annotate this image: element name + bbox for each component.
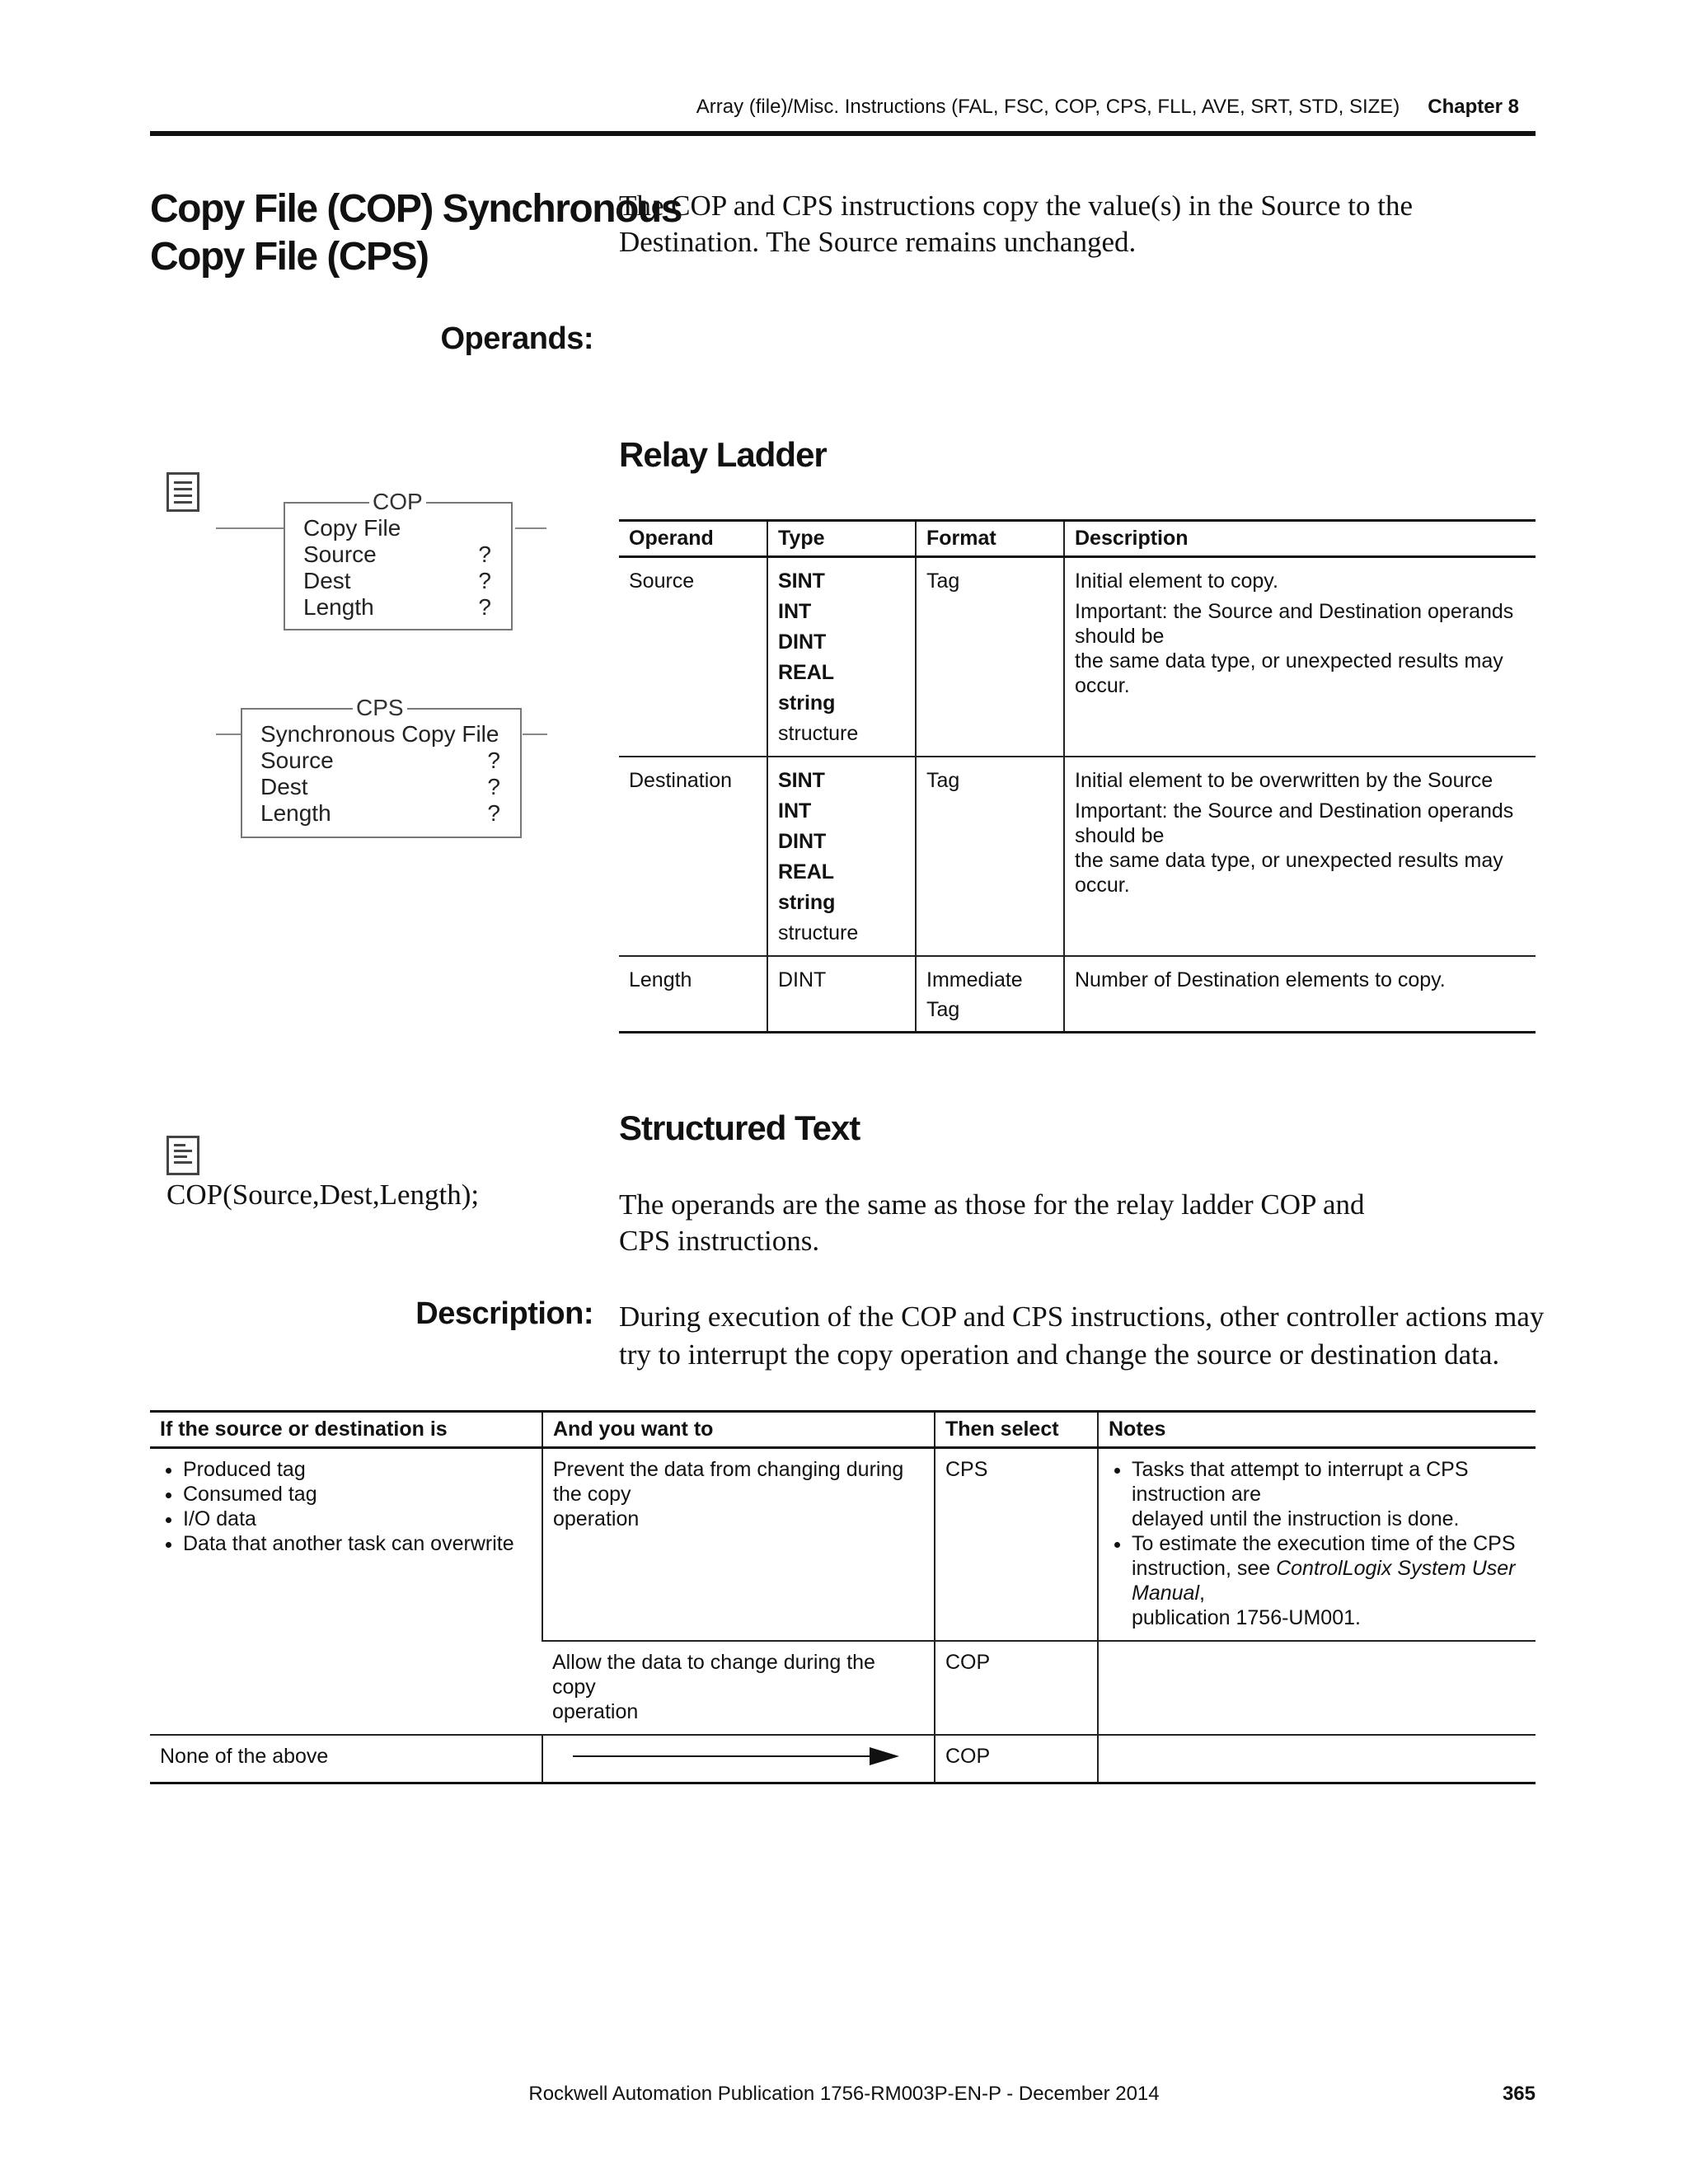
table-row	[619, 757, 1536, 956]
cop-row-source: Source ?	[303, 541, 491, 567]
source-types-list	[160, 1457, 532, 1556]
notes-cell	[1098, 1735, 1536, 1783]
col-source-or-destination: If the source or destination is	[150, 1412, 542, 1448]
cop-rung-left	[216, 527, 284, 529]
structured-text-heading: Structured Text	[619, 1108, 860, 1147]
running-title: Array (file)/Misc. Instructions (FAL, FSC, COP, CPS, FLL, AVE, SRT, STD, SIZE)	[696, 96, 1400, 118]
cop-row-length: Length ?	[303, 594, 491, 620]
description-heading: Description:	[415, 1296, 593, 1331]
col-notes: Notes	[1098, 1412, 1536, 1448]
ladder-document-icon	[166, 472, 199, 512]
select-cell: COP	[935, 1641, 1098, 1735]
format-cell: Tag	[916, 557, 1064, 757]
type-cell: SINT INT DINT REAL string structure	[767, 557, 916, 757]
list-item: • Consumed tag	[183, 1482, 532, 1507]
cps-row-dest: Dest ?	[260, 774, 500, 799]
cps-row-length: Length ?	[260, 800, 500, 826]
table-row	[619, 557, 1536, 757]
cps-block-label: CPS	[353, 695, 407, 721]
col-type: Type	[767, 521, 916, 557]
intro-line2: Destination. The Source remains unchanged.	[619, 226, 1137, 258]
want-cell: Allow the data to change during the copy operation	[542, 1641, 935, 1735]
intro-line1: The COP and CPS instructions copy the value(s) in the Source to the	[619, 190, 1414, 222]
source-types-cell: None of the above	[150, 1735, 542, 1783]
operand-cell: Length	[619, 956, 767, 1033]
list-item: • To estimate the execution time of the CPS instruction, see ControlLogix System User Manual, publication 1756-UM001.	[1132, 1531, 1526, 1630]
structured-text-code: COP(Source,Dest,Length);	[166, 1179, 480, 1211]
description-cell: Number of Destination elements to copy.	[1064, 956, 1536, 1033]
table-row	[619, 956, 1536, 1033]
cps-instruction-block	[241, 695, 522, 838]
col-format: Format	[916, 521, 1064, 557]
type-cell: SINT INT DINT REAL string structure	[767, 757, 916, 956]
cop-row-dest: Dest ?	[303, 568, 491, 593]
cop-row-title: Copy File	[303, 515, 401, 541]
operand-cell: Source	[619, 557, 767, 757]
section-title-line1: Copy File (COP) Synchronous	[150, 187, 682, 231]
section-title-line2: Copy File (CPS)	[150, 235, 429, 279]
source-types-cell	[150, 1448, 542, 1736]
cps-rung-left	[216, 733, 241, 735]
list-item: • I/O data	[183, 1507, 532, 1531]
table-row	[150, 1735, 1536, 1783]
col-operand: Operand	[619, 521, 767, 557]
notes-cell	[1098, 1641, 1536, 1735]
arrow-cell	[542, 1735, 935, 1783]
list-item: • Data that another task can overwrite	[183, 1531, 532, 1556]
running-header	[696, 96, 1519, 119]
header-rule	[150, 131, 1536, 136]
col-then-select: Then select	[935, 1412, 1098, 1448]
manual-title: ControlLogix System User Manual	[1132, 1557, 1516, 1605]
type-cell: DINT	[767, 956, 916, 1033]
description-cell: Initial element to be overwritten by the Source Important: the Source and Destination operands should be the same data type, or unexpected results may occur.	[1064, 757, 1536, 956]
select-cell: CPS	[935, 1448, 1098, 1642]
description-paragraph: During execution of the COP and CPS instructions, other controller actions may try to interrupt the copy operation and change the source or destination data.	[619, 1301, 1545, 1371]
operands-heading: Operands:	[440, 321, 593, 356]
cps-row-source: Source ?	[260, 748, 500, 773]
section-title	[150, 185, 682, 281]
cop-block-label: COP	[369, 489, 426, 515]
col-description: Description	[1064, 521, 1536, 557]
format-cell: Immediate Tag	[916, 956, 1064, 1033]
operand-cell: Destination	[619, 757, 767, 956]
intro-paragraph	[619, 188, 1526, 260]
table-row	[150, 1448, 1536, 1642]
col-want-to: And you want to	[542, 1412, 935, 1448]
structured-text-icon	[166, 1136, 199, 1175]
cop-instruction-block	[284, 489, 513, 630]
footer-publication: Rockwell Automation Publication 1756-RM003P-EN-P - December 2014	[528, 2083, 1160, 2105]
format-cell: Tag	[916, 757, 1064, 956]
cps-rung-right	[523, 733, 547, 735]
want-cell: Prevent the data from changing during the copy operation	[542, 1448, 935, 1642]
selection-table-header	[150, 1412, 1536, 1448]
selection-table	[150, 1410, 1536, 1784]
notes-cell	[1098, 1448, 1536, 1642]
operands-table-header	[619, 521, 1536, 557]
chapter-label: Chapter 8	[1428, 96, 1519, 118]
description-cell: Initial element to copy. Important: the Source and Destination operands should be the same data type, or unexpected results may occur.	[1064, 557, 1536, 757]
cps-row-title: Synchronous Copy File	[260, 721, 499, 747]
cop-rung-right	[515, 527, 546, 529]
relay-ladder-heading: Relay Ladder	[619, 435, 827, 474]
list-item: • Produced tag	[183, 1457, 532, 1482]
select-cell: COP	[935, 1735, 1098, 1783]
list-item: • Tasks that attempt to interrupt a CPS instruction are delayed until the instruction is done.	[1132, 1457, 1526, 1531]
page-number: 365	[1502, 2083, 1536, 2105]
right-arrow-icon	[553, 1744, 924, 1769]
structured-text-paragraph: The operands are the same as those for the relay ladder COP and CPS instructions.	[619, 1188, 1365, 1257]
operands-table	[619, 519, 1536, 1033]
